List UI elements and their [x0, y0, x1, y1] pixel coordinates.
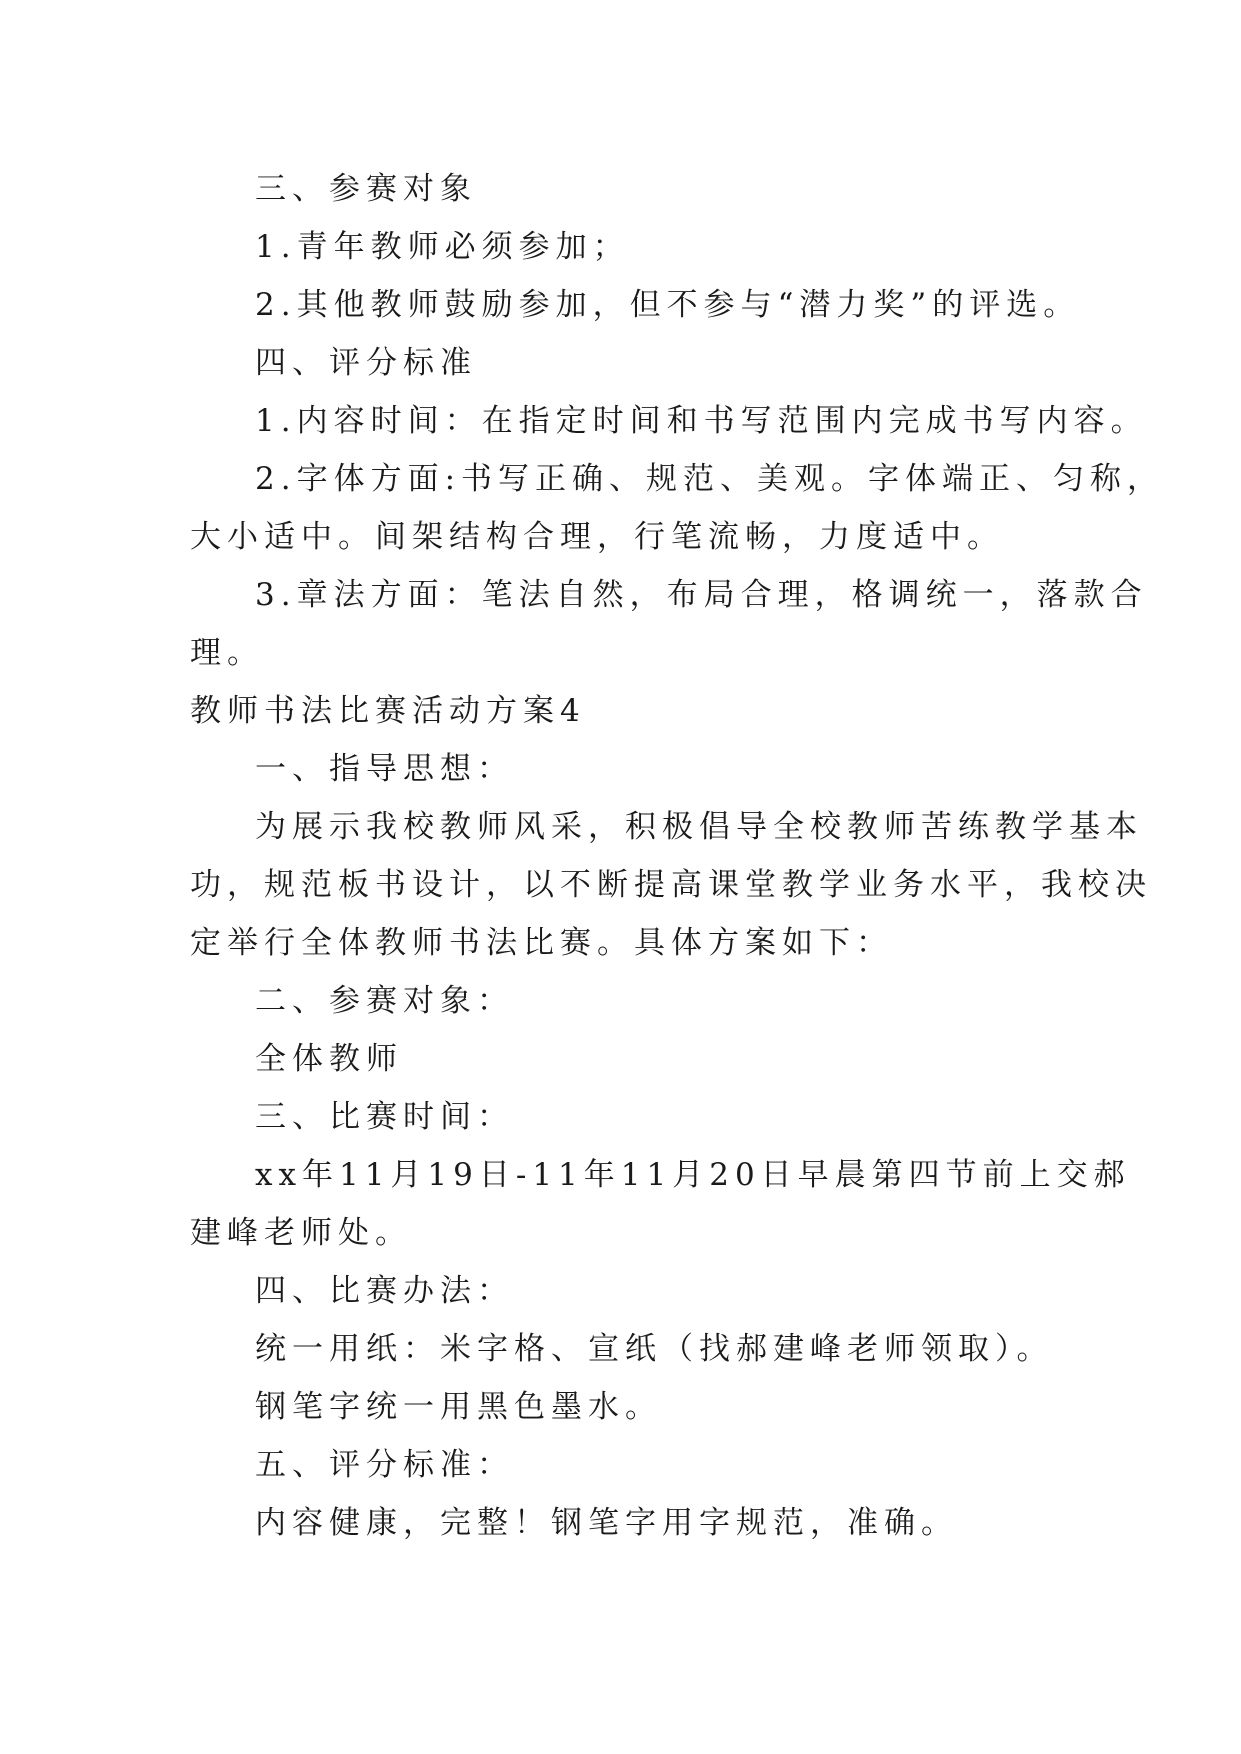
paragraph-continuation: 建峰老师处。 — [190, 1215, 412, 1251]
list-item: 1.青年教师必须参加； — [255, 229, 630, 265]
list-item: 2.其他教师鼓励参加，但不参与“潜力奖”的评选。 — [255, 287, 1081, 323]
paragraph-line: 为展示我校教师风采，积极倡导全校教师苦练教学基本 — [255, 809, 1143, 845]
paragraph-continuation: 理。 — [190, 635, 264, 671]
paragraph-continuation: 功，规范板书设计，以不断提高课堂教学业务水平，我校决 — [190, 867, 1152, 903]
document-title: 教师书法比赛活动方案4 — [190, 693, 586, 729]
paragraph-line: 统一用纸：米字格、宣纸（找郝建峰老师领取）。 — [255, 1331, 1054, 1367]
list-item: 2.字体方面:书写正确、规范、美观。字体端正、匀称， — [255, 461, 1165, 497]
paragraph-line: 钢笔字统一用黑色墨水。 — [255, 1389, 662, 1425]
list-item: 3.章法方面：笔法自然，布局合理，格调统一，落款合 — [255, 577, 1148, 613]
section-heading-participants: 三、参赛对象 — [255, 171, 477, 207]
paragraph-line: 内容健康，完整！钢笔字用字规范，准确。 — [255, 1505, 958, 1541]
document-body — [190, 160, 1165, 1552]
paragraph-continuation: 大小适中。间架结构合理，行笔流畅，力度适中。 — [190, 519, 1004, 555]
section-heading-time: 三、比赛时间： — [255, 1099, 514, 1135]
section-heading-participants: 二、参赛对象： — [255, 983, 514, 1019]
section-heading-scoring: 五、评分标准： — [255, 1447, 514, 1483]
paragraph-line: xx年11月19日-11年11月20日早晨第四节前上交郝 — [255, 1157, 1131, 1193]
section-heading-method: 四、比赛办法： — [255, 1273, 514, 1309]
paragraph-line: 全体教师 — [255, 1041, 403, 1077]
section-heading-guiding-idea: 一、指导思想： — [255, 751, 514, 787]
paragraph-continuation: 定举行全体教师书法比赛。具体方案如下： — [190, 925, 893, 961]
list-item: 1.内容时间：在指定时间和书写范围内完成书写内容。 — [255, 403, 1148, 439]
section-heading-scoring: 四、评分标准 — [255, 345, 477, 381]
